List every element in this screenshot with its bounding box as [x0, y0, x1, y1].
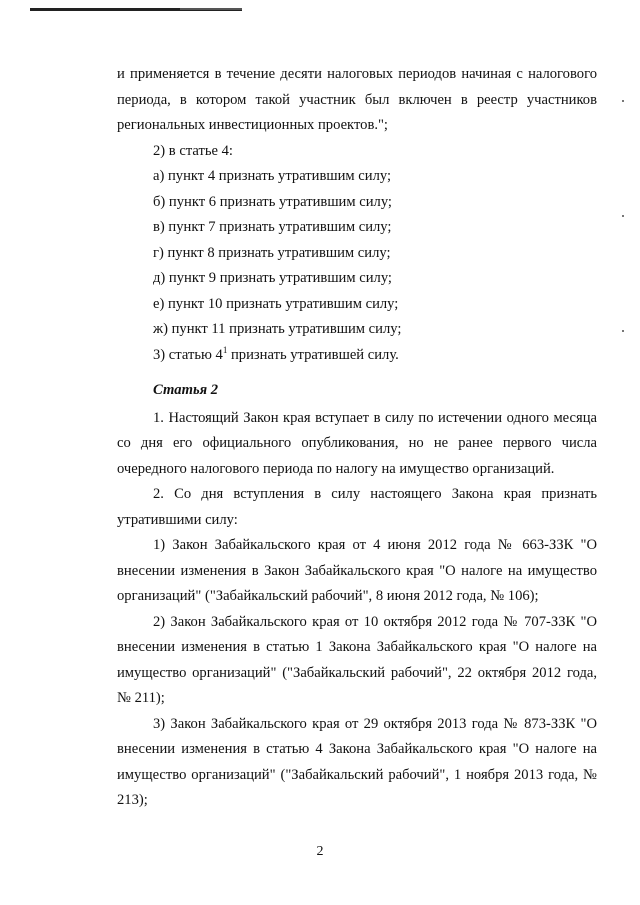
- document-page: [117, 62, 597, 814]
- scan-speck: [622, 215, 624, 217]
- sub-item-g: г) пункт 8 признать утратившим силу;: [153, 244, 391, 261]
- sub-item-b: б) пункт 6 признать утратившим силу;: [153, 193, 392, 210]
- subsection-3-superscript: 1: [222, 344, 228, 355]
- scan-speck: [622, 330, 624, 332]
- intro-paragraph: и применяется в течение десяти налоговых периодов начиная с налогового периода, в котором такой участник был включен в реестр участников региональных инвестиционных проектов.";: [117, 66, 597, 133]
- subsection-2: 2) в статье 4:: [153, 142, 233, 159]
- sub-item-d: д) пункт 9 признать утратившим силу;: [153, 270, 392, 286]
- repealed-law-1: 1) Закон Забайкальского края от 4 июня 2012 года № 663-ЗЗК "О внесении изменения в Закон Забайкальского края "О налоге на имущество организаций" ("Забайкальский рабочий", 8 июня 2012 года, № 106);: [117, 537, 597, 604]
- scan-edge-line: [30, 8, 242, 11]
- article-2-paragraph-2: 2. Со дня вступления в силу настоящего Закона края признать утратившими силу:: [117, 486, 597, 528]
- scan-speck: [622, 100, 624, 102]
- subsection-3-post: признать утратившей силу.: [227, 346, 399, 363]
- repealed-law-3: 3) Закон Забайкальского края от 29 октября 2013 года № 873-ЗЗК "О внесении изменения в статью 4 Закона Забайкальского края "О налоге на имущество организаций" ("Забайкальский рабочий", 1 ноября 2013 года, № 213);: [117, 715, 597, 808]
- subsection-3: [117, 343, 597, 369]
- sub-item-a: а) пункт 4 признать утратившим силу;: [153, 168, 392, 184]
- article-heading: Статья 2: [153, 382, 219, 398]
- page-number: 2: [316, 844, 324, 859]
- sub-item-e: е) пункт 10 признать утратившим силу;: [153, 295, 399, 312]
- subsection-3-pre: 3) статью 4: [153, 346, 223, 363]
- sub-item-v: в) пункт 7 признать утратившим силу;: [153, 219, 392, 235]
- sub-item-zh: ж) пункт 11 признать утратившим силу;: [153, 321, 402, 337]
- repealed-law-2: 2) Закон Забайкальского края от 10 октября 2012 года № 707-ЗЗК "О внесении изменения в статью 1 Закона Забайкальского края "О налоге на имущество организаций" ("Забайкальский рабочий", 22 октября 2012 года, № 211);: [117, 613, 597, 706]
- article-2-paragraph-1: 1. Настоящий Закон края вступает в силу по истечении одного месяца со дня его официального опубликования, но не ранее первого числа очередного налогового периода по налогу на имущество организаций.: [117, 409, 597, 477]
